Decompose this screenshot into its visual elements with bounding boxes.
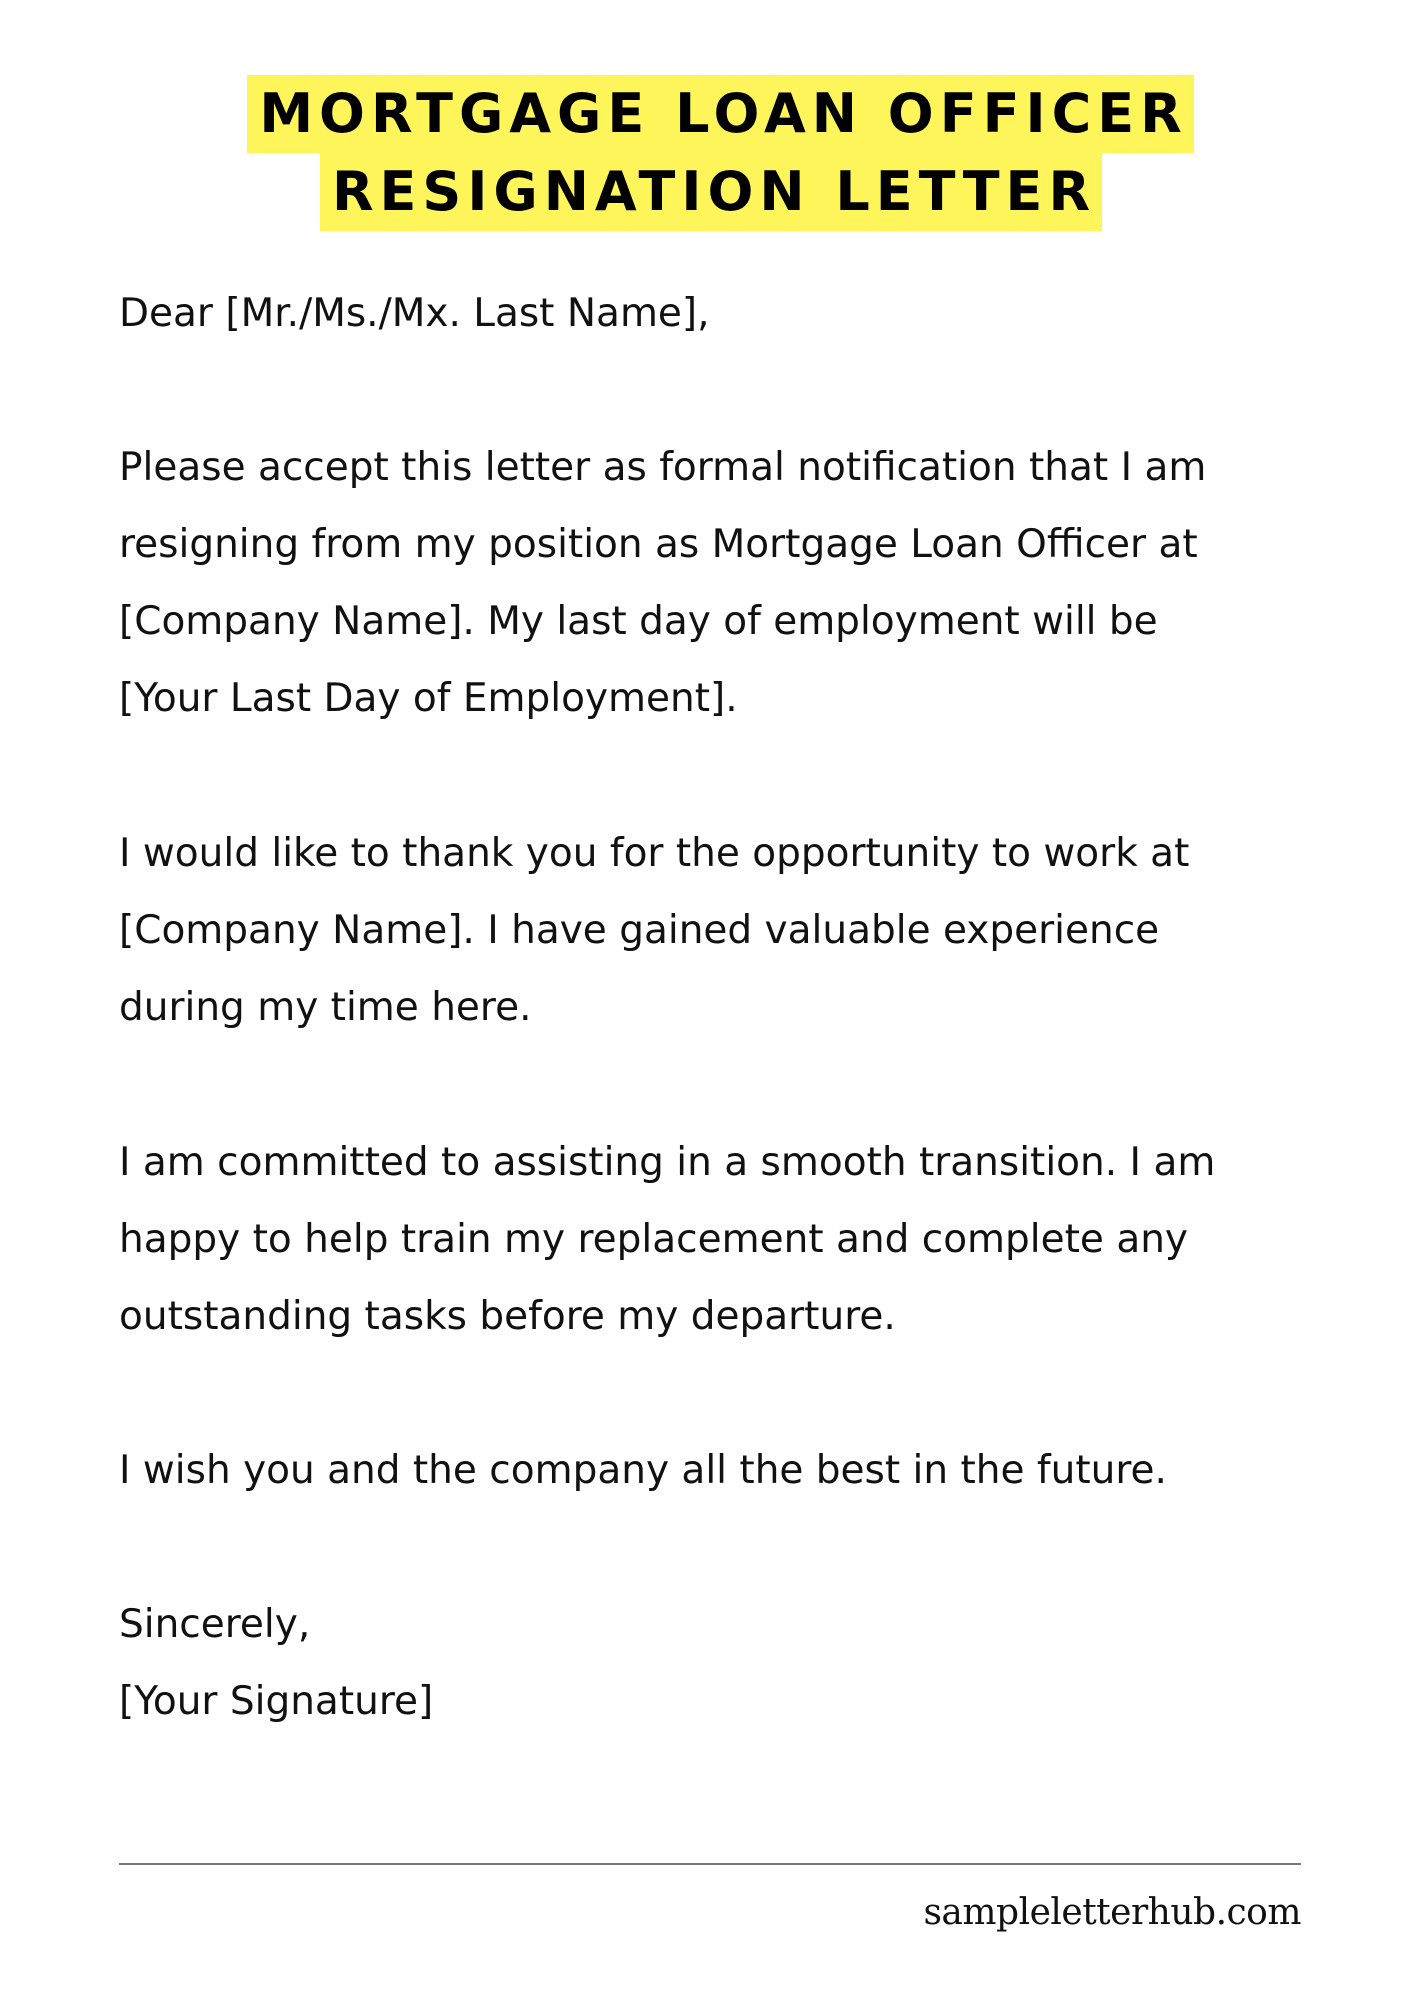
paragraph-3-line: I am committed to assisting in a smooth transition. I am — [119, 1140, 1216, 1185]
paragraph-3 — [119, 1124, 1339, 1355]
paragraph-4-line: I wish you and the company all the best in the future. — [119, 1448, 1167, 1493]
signature-placeholder: [Your Signature] — [119, 1679, 434, 1724]
page-title — [0, 75, 1414, 231]
closing: Sincerely, — [119, 1602, 311, 1647]
paragraph-4 — [119, 1432, 1339, 1509]
paragraph-1 — [119, 429, 1339, 737]
paragraph-1-line: [Your Last Day of Employment]. — [119, 676, 738, 721]
paragraph-2-line: during my time here. — [119, 985, 532, 1030]
paragraph-2-line: [Company Name]. I have gained valuable experience — [119, 908, 1160, 953]
title-line-1: MORTGAGE LOAN OFFICER — [247, 75, 1193, 153]
salutation: Dear [Mr./Ms./Mx. Last Name], — [119, 291, 710, 336]
paragraph-3-line: outstanding tasks before my departure. — [119, 1294, 896, 1339]
paragraph-1-line: resigning from my position as Mortgage Loan Officer at — [119, 522, 1198, 567]
paragraph-2 — [119, 815, 1339, 1046]
title-line-2: RESIGNATION LETTER — [320, 153, 1102, 231]
footer-website: sampleletterhub.com — [923, 1892, 1301, 1933]
paragraph-3-line: happy to help train my replacement and complete any — [119, 1217, 1189, 1262]
footer-divider — [119, 1863, 1301, 1865]
paragraph-2-line: I would like to thank you for the opportunity to work at — [119, 831, 1190, 876]
paragraph-1-line: [Company Name]. My last day of employment will be — [119, 599, 1158, 644]
paragraph-1-line: Please accept this letter as formal notification that I am — [119, 445, 1207, 490]
